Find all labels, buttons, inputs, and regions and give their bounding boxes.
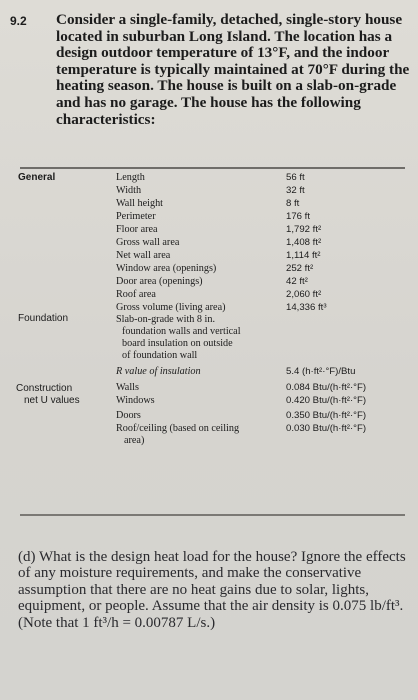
row-value: 42 ft² [286,276,308,287]
problem-text: Consider a single-family, detached, single-story house located in suburban Long Island. The location has a design outdoor temperature of 13°F, and the indoor temperature is typically maintained at 70°F during the heating season. The house is built on a slab-on-grade and has no garage. The house has the following characteristics: [56,11,410,128]
row-value: 14,336 ft³ [286,302,327,313]
row-label: Door area (openings) [116,276,203,287]
section-construction: Construction [16,383,73,394]
u-row-value: 0.084 Btu/(h·ft²·°F) [286,382,367,393]
row-label: Perimeter [116,211,156,222]
section-general: General [18,172,56,183]
foundation-description-line: board insulation on outside [122,338,233,349]
row-value: 1,408 ft² [286,237,322,248]
r-value-label: R value of insulation [116,366,201,377]
foundation-description-line: Slab-on-grade with 8 in. [116,314,216,325]
part-d-question [18,549,410,631]
row-label: Roof area [116,289,156,300]
row-value: 2,060 ft² [286,289,322,300]
u-row-value: 0.420 Btu/(h·ft²·°F) [286,395,367,406]
problem-statement [10,12,410,128]
row-label: Window area (openings) [116,263,217,274]
row-value: 252 ft² [286,263,314,274]
row-label: Wall height [116,198,163,209]
u-row-value: 0.350 Btu/(h·ft²·°F) [286,410,367,421]
row-label: Gross volume (living area) [116,302,226,313]
roof-ceiling-label: Roof/ceiling (based on ceiling [116,423,240,434]
row-value: 32 ft [286,185,305,196]
foundation-description-line: of foundation wall [122,350,198,361]
table-bottom-rule [20,514,405,516]
roof-ceiling-value: 0.030 Btu/(h·ft²·°F) [286,423,367,434]
row-label: Gross wall area [116,237,180,248]
roof-ceiling-label-cont: area) [124,435,145,446]
row-value: 1,114 ft² [286,250,321,261]
row-value: 56 ft [286,172,305,183]
row-label: Net wall area [116,250,171,261]
row-value: 176 ft [286,211,311,222]
row-label: Floor area [116,224,158,235]
part-d-label: (d) [18,549,36,565]
u-row-label: Windows [116,395,155,406]
row-value: 8 ft [286,198,300,209]
table-top-rule [20,167,405,169]
row-label: Length [116,172,145,183]
r-value: 5.4 (h·ft²·°F)/Btu [286,366,356,377]
row-label: Width [116,185,142,196]
u-row-label: Walls [116,382,139,393]
u-row-label: Doors [116,410,141,421]
row-value: 1,792 ft² [286,224,322,235]
section-foundation: Foundation [18,313,69,324]
problem-number: 9.2 [10,14,27,28]
section-net-u-values: net U values [24,395,80,406]
foundation-description-line: foundation walls and vertical [122,326,241,337]
part-d-text: What is the design heat load for the house? Ignore the effects of any moisture requirements, and make the conservative assumption that there are no heat gains due to solar, lights, equipment, or people. Assume that the air density is 0.075 lb/ft³. (Note that 1 ft³/h = 0.00787 L/s.) [18,549,406,631]
